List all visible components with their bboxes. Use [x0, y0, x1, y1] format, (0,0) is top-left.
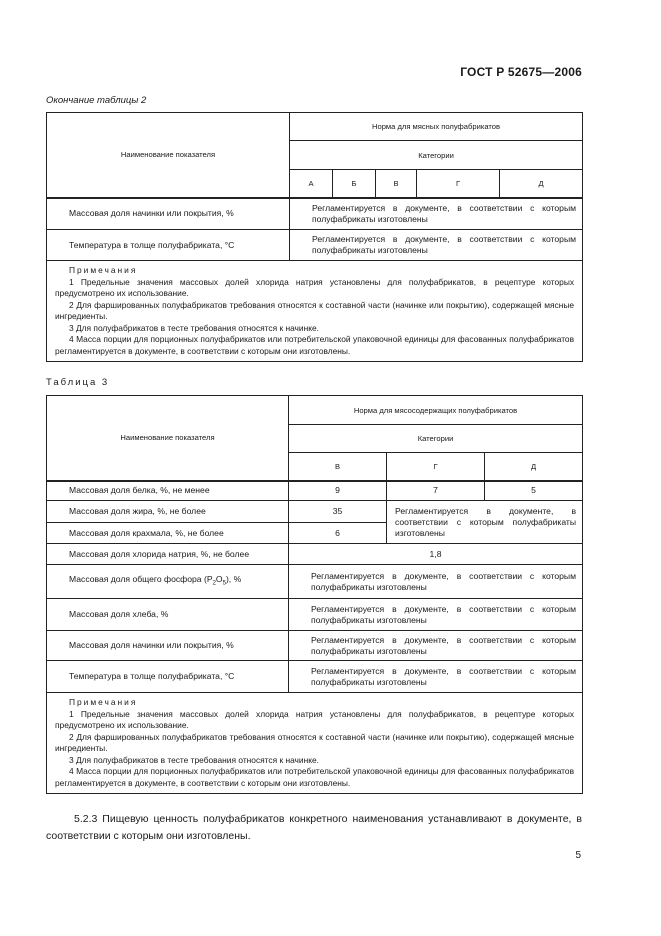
table3 — [46, 395, 583, 794]
table2-cat: В — [376, 170, 417, 198]
note-item: 2 Для фаршированных полуфабрикатов требования относятся к составной части (начинке или покрытию), содержащей мясные ингредиенты. — [55, 731, 575, 753]
notes-title: Примечания — [69, 265, 138, 275]
notes-title: Примечания — [69, 697, 138, 707]
table2-head-norm: Норма для мясных полуфабрикатов — [290, 113, 583, 141]
table3-head-norm: Норма для мясосодержащих полуфабрикатов — [289, 396, 583, 425]
table2-cat: А — [290, 170, 333, 198]
table3-cell: Регламентируется в документе, в соответствии с которым полуфабрикаты изготовлены — [289, 661, 583, 693]
table3-cell: 7 — [387, 481, 485, 501]
note-item: 3 Для полуфабрикатов в тесте требования относятся к начинке. — [69, 754, 319, 765]
table2-row-name: Температура в толще полуфабриката, °С — [47, 230, 290, 261]
table2-row-value: Регламентируется в документе, в соответствии с которым полуфабрикаты изготовлены — [290, 230, 583, 261]
table2-head-categories: Категории — [290, 141, 583, 170]
paragraph-5-2-3: 5.2.3 Пищевую ценность полуфабрикатов конкретного наименования устанавливают в документе, в соответствии с которым они изготовлены. — [46, 813, 582, 842]
table3-notes — [47, 693, 583, 794]
name-part: ), % — [225, 573, 242, 584]
name-part: O — [215, 573, 223, 584]
note-item: 4 Масса порции для порционных полуфабрикатов или потребительской упаковочной единицы для фасованных полуфабрикатов регламентируется в документе, в соответствии с которым они изготовлены. — [55, 334, 575, 356]
table3-row-name: Массовая доля крахмала, %, не более — [47, 523, 289, 544]
table3-cell: 1,8 — [289, 544, 583, 565]
note-item: 3 Для полуфабрикатов в тесте требования относятся к начинке. — [69, 322, 319, 333]
table2-row-value: Регламентируется в документе, в соответствии с которым полуфабрикаты изготовлены — [290, 198, 583, 230]
page-number: 5 — [575, 850, 581, 861]
table3-row-name: Массовая доля белка, %, не менее — [47, 481, 289, 501]
table3-row-name: Температура в толще полуфабриката, °С — [47, 661, 289, 693]
note-item: 4 Масса порции для порционных полуфабрикатов или потребительской упаковочной единицы для фасованных полуфабрикатов регламентируется в документе, в соответствии с которым они изготовлены. — [55, 766, 575, 788]
table2 — [46, 112, 583, 362]
table3-head-name: Наименование показателя — [47, 396, 289, 481]
note-item: 2 Для фаршированных полуфабрикатов требования относятся к составной части (начинке или покрытию), содержащей мясные ингредиенты. — [55, 299, 575, 321]
table3-cell: Регламентируется в документе, в соответствии с которым полуфабрикаты изготовлены — [289, 565, 583, 599]
table3-row-name: Массовая доля начинки или покрытия, % — [47, 631, 289, 661]
table3-cell: 35 — [289, 501, 387, 523]
table3-row-name: Массовая доля хлорида натрия, %, не более — [47, 544, 289, 565]
table2-row-name: Массовая доля начинки или покрытия, % — [47, 198, 290, 230]
table2-cat: Д — [500, 170, 583, 198]
table3-cell: Регламентируется в документе, в соответствии с которым полуфабрикаты изготовлены — [289, 631, 583, 661]
table3-row-name — [47, 565, 289, 599]
table2-cat: Г — [417, 170, 500, 198]
table2-head-name: Наименование показателя — [47, 113, 290, 198]
table2-caption: Окончание таблицы 2 — [46, 95, 147, 106]
subscript: 2 — [212, 580, 216, 587]
table3-cell: 5 — [485, 481, 583, 501]
table3-cat: Г — [387, 453, 485, 481]
table2-notes — [47, 261, 583, 362]
table2-cat: Б — [333, 170, 376, 198]
table3-cell: Регламентируется в документе, в соответствии с которым полуфабрикаты изготовлены — [289, 599, 583, 631]
table3-cell: 6 — [289, 523, 387, 544]
table3-row-name: Массовая доля жира, %, не более — [47, 501, 289, 523]
table3-head-categories: Категории — [289, 425, 583, 453]
note-item: 1 Предельные значения массовых долей хлорида натрия установлены для полуфабрикатов, в рецептуре которых предусмотрено их использование. — [55, 708, 575, 730]
table3-caption: Таблица 3 — [46, 377, 110, 388]
name-part: Массовая доля общего фосфора (P — [69, 573, 213, 584]
table3-cell: Регламентируется в документе, в соответствии с которым полуфабрикаты изготовлены — [387, 501, 583, 544]
table3-row-name: Массовая доля хлеба, % — [47, 599, 289, 631]
table3-cat: Д — [485, 453, 583, 481]
note-item: 1 Предельные значения массовых долей хлорида натрия установлены для полуфабрикатов, в рецептуре которых предусмотрено их использование. — [55, 276, 575, 298]
document-id: ГОСТ Р 52675—2006 — [460, 65, 582, 79]
subscript: 5 — [222, 580, 226, 587]
table3-cat: В — [289, 453, 387, 481]
table3-cell: 9 — [289, 481, 387, 501]
